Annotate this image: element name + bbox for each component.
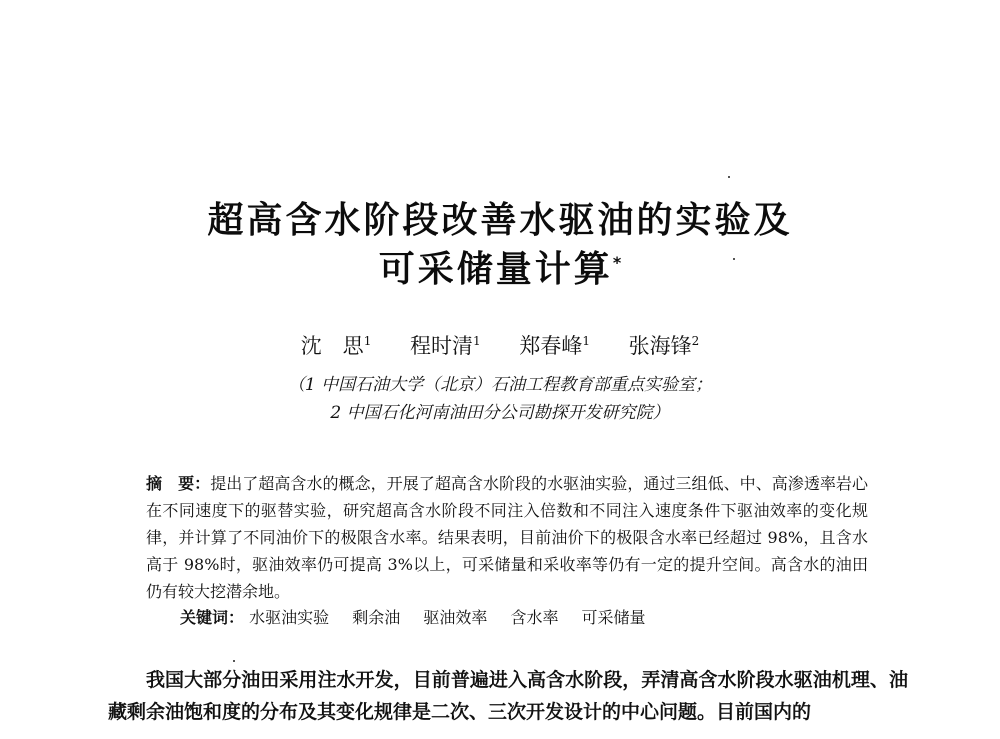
author bbox=[301, 334, 372, 358]
author-name: 沈 思 bbox=[300, 334, 364, 358]
scan-speck bbox=[733, 258, 735, 260]
author-name: 张海锋 bbox=[628, 334, 692, 358]
keyword: 水驱油实验 bbox=[249, 608, 330, 627]
scan-speck bbox=[728, 176, 730, 178]
body-paragraph: 我国大部分油田采用注水开发，目前普遍进入高含水阶段，弄清高含水阶段水驱油机理、油藏剩余油饱和度的分布及其变化规律是二次、三次开发设计的中心问题。目前国内的 bbox=[108, 669, 908, 723]
author bbox=[519, 334, 590, 358]
scan-speck bbox=[233, 660, 235, 662]
keyword: 含水率 bbox=[510, 608, 559, 627]
author bbox=[410, 334, 481, 358]
author-affiliation-mark: 1 bbox=[363, 334, 372, 348]
author-affiliation-mark: 1 bbox=[582, 334, 590, 348]
abstract-text: 提出了超高含水的概念，开展了超高含水阶段的水驱油实验，通过三组低、中、高渗透率岩心在不同速度下的驱替实验，研究超高含水阶段不同注入倍数和不同注入速度条件下驱油效率的变化规律，并计算了不同油价下的极限含水率。结果表明，目前油价下的极限含水率已经超过 98%，且含水高于 98%时，驱油效率仍可提高 3%以上，可采储量和采收率等仍有一定的提升空间。高含水的油田仍有较大挖潜余地。 bbox=[146, 474, 868, 601]
keywords-label: 关键词： bbox=[180, 608, 245, 627]
author-list bbox=[0, 330, 1000, 360]
abstract bbox=[146, 470, 868, 605]
author-name: 程时清 bbox=[410, 334, 474, 358]
keywords bbox=[180, 605, 664, 628]
paper-title-line-1: 超高含水阶段改善水驱油的实验及 bbox=[207, 200, 793, 241]
author-affiliation-mark: 1 bbox=[473, 334, 481, 348]
paper-title-text: 可采储量计算 bbox=[378, 249, 613, 290]
author bbox=[629, 334, 700, 358]
affiliation-1: （1 中国石油大学（北京）石油工程教育部重点实验室； bbox=[287, 375, 713, 395]
title-footnote-mark: * bbox=[612, 253, 622, 272]
author-affiliation-mark: 2 bbox=[691, 334, 700, 348]
abstract-label: 摘 要： bbox=[146, 474, 211, 493]
keyword: 可采储量 bbox=[581, 608, 646, 627]
keyword: 剩余油 bbox=[352, 608, 401, 627]
affiliation-2: 2 中国石化河南油田分公司勘探开发研究院） bbox=[330, 403, 670, 423]
author-name: 郑春峰 bbox=[519, 334, 583, 358]
keyword: 驱油效率 bbox=[423, 608, 488, 627]
paper-title-line-2 bbox=[0, 241, 1000, 292]
